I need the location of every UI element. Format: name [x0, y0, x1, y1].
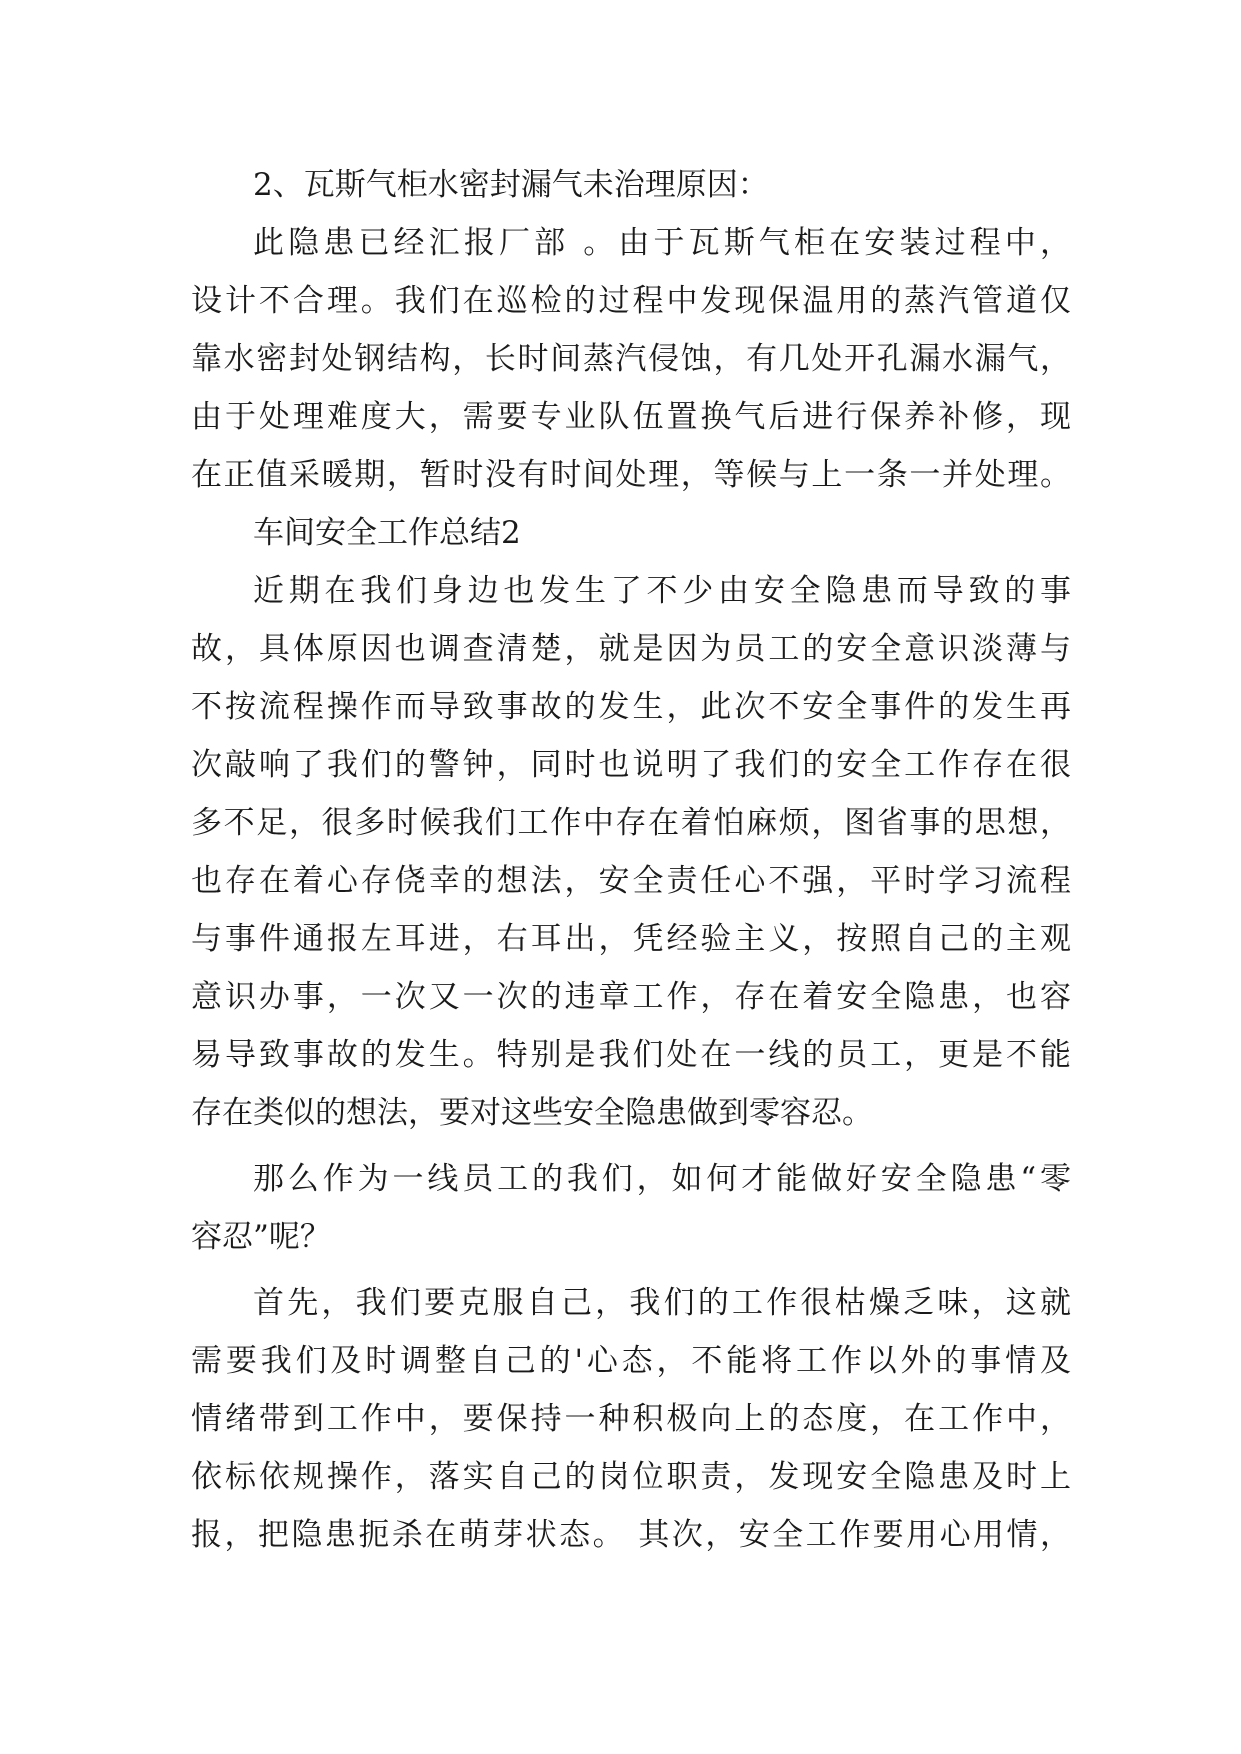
- paragraph-line: 存在类似的想法，要对这些安全隐患做到零容忍。: [191, 1095, 873, 1131]
- paragraph-line: 易导致事故的发生。特别是我们处在一线的员工，更是不能: [191, 1037, 1071, 1073]
- paragraph-line: 情绪带到工作中，要保持一种积极向上的态度，在工作中，: [191, 1401, 1071, 1437]
- section-title: 车间安全工作总结2: [253, 515, 521, 551]
- paragraph-line: 容忍”呢？: [191, 1219, 331, 1255]
- paragraph-line: 次敲响了我们的警钟，同时也说明了我们的安全工作存在很: [191, 747, 1071, 783]
- paragraph-line: 与事件通报左耳进，右耳出，凭经验主义，按照自己的主观: [191, 921, 1071, 957]
- paragraph-line: 报，把隐患扼杀在萌芽状态。 其次，安全工作要用心用情，: [191, 1517, 1071, 1553]
- paragraph-line: 此隐患已经汇报厂部 。由于瓦斯气柜在安装过程中，: [253, 225, 1071, 261]
- paragraph-line: 靠水密封处钢结构，长时间蒸汽侵蚀，有几处开孔漏水漏气，: [191, 341, 1071, 377]
- paragraph-line: 设计不合理。我们在巡检的过程中发现保温用的蒸汽管道仅: [191, 283, 1071, 319]
- paragraph-line: 不按流程操作而导致事故的发生，此次不安全事件的发生再: [191, 689, 1071, 725]
- paragraph-line: 首先，我们要克服自己，我们的工作很枯燥乏味，这就: [253, 1285, 1071, 1321]
- section-heading: 2、瓦斯气柜水密封漏气未治理原因：: [253, 167, 769, 203]
- paragraph-line: 依标依规操作，落实自己的岗位职责，发现安全隐患及时上: [191, 1459, 1071, 1495]
- paragraph-line: 那么作为一线员工的我们，如何才能做好安全隐患“零: [253, 1161, 1071, 1197]
- paragraph-line: 在正值采暖期，暂时没有时间处理，等候与上一条一并处理。: [191, 457, 1071, 493]
- paragraph-line: 也存在着心存侥幸的想法，安全责任心不强，平时学习流程: [191, 863, 1071, 899]
- paragraph-line: 故，具体原因也调查清楚，就是因为员工的安全意识淡薄与: [191, 631, 1071, 667]
- paragraph-line: 由于处理难度大，需要专业队伍置换气后进行保养补修，现: [191, 399, 1071, 435]
- paragraph-line: 多不足，很多时候我们工作中存在着怕麻烦，图省事的思想，: [191, 805, 1071, 841]
- paragraph-line: 意识办事，一次又一次的违章工作，存在着安全隐患，也容: [191, 979, 1071, 1015]
- paragraph-line: 近期在我们身边也发生了不少由安全隐患而导致的事: [253, 573, 1071, 609]
- paragraph-line: 需要我们及时调整自己的'心态，不能将工作以外的事情及: [191, 1343, 1071, 1379]
